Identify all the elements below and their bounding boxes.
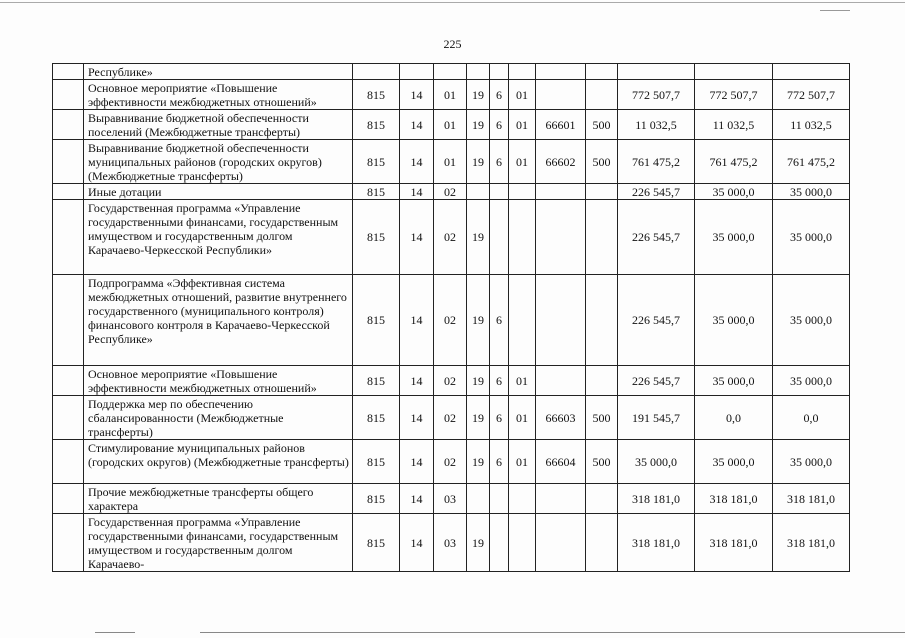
expense-type-code: 500	[586, 140, 618, 184]
index-cell	[53, 64, 84, 80]
subsection-code: 02	[434, 184, 467, 200]
index-cell	[53, 275, 84, 366]
section-code: 14	[400, 80, 434, 110]
activity-code	[509, 200, 536, 275]
direction-code: 66604	[536, 440, 586, 484]
amount-year-2: 318 181,0	[695, 514, 773, 572]
amount-year-2: 772 507,7	[695, 80, 773, 110]
subsection-code: 02	[434, 366, 467, 396]
amount-year-2: 318 181,0	[695, 484, 773, 514]
amount-year-2: 11 032,5	[695, 110, 773, 140]
amount-year-3: 761 475,2	[773, 140, 850, 184]
subsection-code: 02	[434, 200, 467, 275]
department-code: 815	[353, 366, 400, 396]
activity-code	[509, 514, 536, 572]
amount-year-2: 35 000,0	[695, 184, 773, 200]
expense-type-code: 500	[586, 396, 618, 440]
index-cell	[53, 110, 84, 140]
section-code: 14	[400, 140, 434, 184]
direction-code	[536, 184, 586, 200]
amount-year-3: 318 181,0	[773, 484, 850, 514]
department-code: 815	[353, 514, 400, 572]
direction-code: 66602	[536, 140, 586, 184]
department-code: 815	[353, 110, 400, 140]
amount-year-2: 35 000,0	[695, 440, 773, 484]
item-name: Государственная программа «Управление государственными финансами, государственным имуществом и государственным долгом Карачаево-	[84, 514, 353, 572]
subsection-code: 01	[434, 110, 467, 140]
department-code: 815	[353, 440, 400, 484]
subprogram-code	[490, 484, 509, 514]
index-cell	[53, 484, 84, 514]
subsection-code: 02	[434, 396, 467, 440]
direction-code	[536, 514, 586, 572]
section-code: 14	[400, 366, 434, 396]
subprogram-code: 6	[490, 366, 509, 396]
scan-edge-bottom-left	[95, 632, 135, 633]
table-row	[53, 80, 850, 110]
subprogram-code	[490, 184, 509, 200]
expense-type-code	[586, 200, 618, 275]
amount-year-3: 35 000,0	[773, 366, 850, 396]
index-cell	[53, 514, 84, 572]
item-name: Основное мероприятие «Повышение эффективности межбюджетных отношений»	[84, 80, 353, 110]
item-name: Государственная программа «Управление государственными финансами, государственным имуществом и государственным долгом Карачаево-Черкесской Республики»	[84, 200, 353, 275]
subprogram-code	[490, 64, 509, 80]
amount-year-3: 35 000,0	[773, 275, 850, 366]
section-code: 14	[400, 440, 434, 484]
program-code: 19	[467, 366, 490, 396]
subsection-code: 01	[434, 140, 467, 184]
amount-year-1: 318 181,0	[618, 514, 695, 572]
program-code: 19	[467, 80, 490, 110]
expense-type-code	[586, 80, 618, 110]
subprogram-code: 6	[490, 140, 509, 184]
section-code: 14	[400, 200, 434, 275]
department-code: 815	[353, 275, 400, 366]
item-name: Основное мероприятие «Повышение эффективности межбюджетных отношений»	[84, 366, 353, 396]
program-code: 19	[467, 110, 490, 140]
department-code: 815	[353, 184, 400, 200]
expense-type-code	[586, 366, 618, 396]
program-code: 19	[467, 396, 490, 440]
subprogram-code: 6	[490, 275, 509, 366]
amount-year-1	[618, 64, 695, 80]
subprogram-code	[490, 200, 509, 275]
amount-year-1: 318 181,0	[618, 484, 695, 514]
activity-code: 01	[509, 440, 536, 484]
direction-code	[536, 275, 586, 366]
item-name: Выравнивание бюджетной обеспеченности поселений (Межбюджетные трансферты)	[84, 110, 353, 140]
activity-code	[509, 184, 536, 200]
amount-year-1: 226 545,7	[618, 366, 695, 396]
amount-year-1: 226 545,7	[618, 184, 695, 200]
department-code	[353, 64, 400, 80]
amount-year-1: 772 507,7	[618, 80, 695, 110]
program-code: 19	[467, 440, 490, 484]
section-code: 14	[400, 275, 434, 366]
section-code: 14	[400, 514, 434, 572]
subprogram-code: 6	[490, 80, 509, 110]
activity-code: 01	[509, 140, 536, 184]
amount-year-2: 761 475,2	[695, 140, 773, 184]
amount-year-2: 35 000,0	[695, 366, 773, 396]
direction-code	[536, 64, 586, 80]
table-row	[53, 366, 850, 396]
table-row	[53, 64, 850, 80]
amount-year-1: 11 032,5	[618, 110, 695, 140]
budget-table	[52, 63, 850, 572]
subprogram-code	[490, 514, 509, 572]
amount-year-3: 11 032,5	[773, 110, 850, 140]
amount-year-3: 35 000,0	[773, 440, 850, 484]
item-name: Выравнивание бюджетной обеспеченности муниципальных районов (городских округов) (Межбюджетные трансферты)	[84, 140, 353, 184]
table-row	[53, 440, 850, 484]
section-code	[400, 64, 434, 80]
amount-year-2: 0,0	[695, 396, 773, 440]
amount-year-1: 35 000,0	[618, 440, 695, 484]
table-row	[53, 514, 850, 572]
section-code: 14	[400, 110, 434, 140]
subsection-code: 02	[434, 275, 467, 366]
index-cell	[53, 80, 84, 110]
amount-year-2	[695, 64, 773, 80]
department-code: 815	[353, 200, 400, 275]
item-name: Иные дотации	[84, 184, 353, 200]
subsection-code: 03	[434, 514, 467, 572]
subprogram-code: 6	[490, 396, 509, 440]
expense-type-code: 500	[586, 440, 618, 484]
index-cell	[53, 366, 84, 396]
department-code: 815	[353, 396, 400, 440]
activity-code: 01	[509, 396, 536, 440]
item-name: Республике»	[84, 64, 353, 80]
activity-code: 01	[509, 110, 536, 140]
table-row	[53, 110, 850, 140]
program-code: 19	[467, 514, 490, 572]
direction-code: 66601	[536, 110, 586, 140]
amount-year-3: 35 000,0	[773, 184, 850, 200]
item-name: Прочие межбюджетные трансферты общего характера	[84, 484, 353, 514]
direction-code	[536, 200, 586, 275]
direction-code	[536, 484, 586, 514]
scan-edge-top	[0, 2, 905, 3]
scan-edge-bottom	[200, 632, 905, 633]
item-name: Подпрограмма «Эффективная система межбюджетных отношений, развитие внутреннего государственного (муниципального контроля) финансового контроля в Карачаево-Черкесской Республике»	[84, 275, 353, 366]
program-code	[467, 64, 490, 80]
direction-code	[536, 366, 586, 396]
direction-code: 66603	[536, 396, 586, 440]
table-row	[53, 396, 850, 440]
expense-type-code	[586, 514, 618, 572]
department-code: 815	[353, 80, 400, 110]
activity-code	[509, 484, 536, 514]
item-name: Поддержка мер по обеспечению сбалансированности (Межбюджетные трансферты)	[84, 396, 353, 440]
direction-code	[536, 80, 586, 110]
expense-type-code	[586, 484, 618, 514]
table-row	[53, 275, 850, 366]
expense-type-code	[586, 64, 618, 80]
amount-year-3: 35 000,0	[773, 200, 850, 275]
subsection-code: 01	[434, 80, 467, 110]
amount-year-1: 761 475,2	[618, 140, 695, 184]
activity-code	[509, 275, 536, 366]
index-cell	[53, 140, 84, 184]
expense-type-code: 500	[586, 110, 618, 140]
amount-year-2: 35 000,0	[695, 200, 773, 275]
expense-type-code	[586, 184, 618, 200]
expense-type-code	[586, 275, 618, 366]
subsection-code: 02	[434, 440, 467, 484]
amount-year-1: 191 545,7	[618, 396, 695, 440]
subsection-code: 03	[434, 484, 467, 514]
amount-year-2: 35 000,0	[695, 275, 773, 366]
program-code: 19	[467, 200, 490, 275]
index-cell	[53, 396, 84, 440]
amount-year-3	[773, 64, 850, 80]
table-row	[53, 484, 850, 514]
table-row	[53, 184, 850, 200]
section-code: 14	[400, 184, 434, 200]
department-code: 815	[353, 484, 400, 514]
subprogram-code: 6	[490, 110, 509, 140]
section-code: 14	[400, 396, 434, 440]
amount-year-3: 318 181,0	[773, 514, 850, 572]
program-code	[467, 484, 490, 514]
activity-code	[509, 64, 536, 80]
amount-year-1: 226 545,7	[618, 275, 695, 366]
index-cell	[53, 184, 84, 200]
amount-year-3: 772 507,7	[773, 80, 850, 110]
activity-code: 01	[509, 80, 536, 110]
subprogram-code: 6	[490, 440, 509, 484]
table-row	[53, 140, 850, 184]
table-row	[53, 200, 850, 275]
subsection-code	[434, 64, 467, 80]
index-cell	[53, 200, 84, 275]
amount-year-3: 0,0	[773, 396, 850, 440]
amount-year-1: 226 545,7	[618, 200, 695, 275]
index-cell	[53, 440, 84, 484]
page-number: 225	[443, 37, 462, 51]
section-code: 14	[400, 484, 434, 514]
program-code: 19	[467, 275, 490, 366]
department-code: 815	[353, 140, 400, 184]
activity-code: 01	[509, 366, 536, 396]
program-code	[467, 184, 490, 200]
scan-edge-top-right	[820, 10, 850, 11]
item-name: Стимулирование муниципальных районов (городских округов) (Межбюджетные трансферты)	[84, 440, 353, 484]
program-code: 19	[467, 140, 490, 184]
